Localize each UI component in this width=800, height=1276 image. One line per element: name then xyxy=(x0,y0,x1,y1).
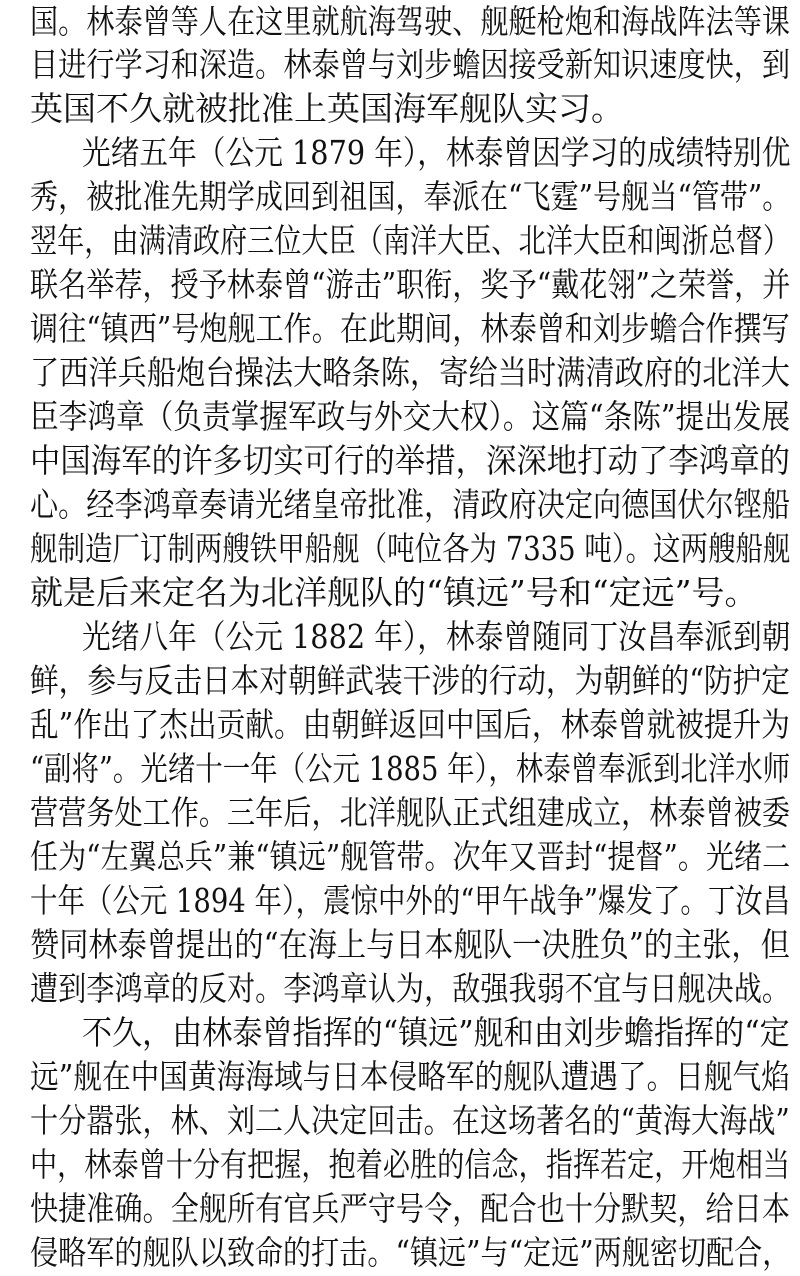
text-line: 乱”作出了杰出贡献。由朝鲜返回中国后，林泰曾就被提升为 xyxy=(30,705,790,744)
text-line: 翌年，由满清政府三位大臣（南洋大臣、北洋大臣和闽浙总督） xyxy=(30,221,790,260)
text-line: 舰制造厂订制两艘铁甲船舰（吨位各为 7335 吨）。这两艘船舰 xyxy=(30,529,790,568)
text-line: 中，林泰曾十分有把握，抱着必胜的信念，指挥若定，开炮相当 xyxy=(30,1145,790,1184)
text-line: 调往“镇西”号炮舰工作。在此期间，林泰曾和刘步蟾合作撰写 xyxy=(30,309,790,348)
text-line: “副将”。光绪十一年（公元 1885 年），林泰曾奉派到北洋水师 xyxy=(30,749,790,788)
text-line: 目进行学习和深造。林泰曾与刘步蟾因接受新知识速度快，到 xyxy=(30,45,790,84)
text-line: 营营务处工作。三年后，北洋舰队正式组建成立，林泰曾被委 xyxy=(30,793,790,832)
text-line: 国。林泰曾等人在这里就航海驾驶、舰艇枪炮和海战阵法等课 xyxy=(30,2,790,41)
text-line: 十分嚣张，林、刘二人决定回击。在这场著名的“黄海大海战” xyxy=(30,1101,790,1140)
text-line: 赞同林泰曾提出的“在海上与日本舰队一决胜负”的主张，但 xyxy=(30,925,790,964)
text-line: 中国海军的许多切实可行的举措，深深地打动了李鸿章的 xyxy=(30,441,790,480)
text-line: 了西洋兵船炮台操法大略条陈，寄给当时满清政府的北洋大 xyxy=(30,353,790,392)
text-line: 侵略军的舰队以致命的打击。“镇远”与“定远”两舰密切配合， xyxy=(30,1233,790,1272)
text-line: 快捷准确。全舰所有官兵严守号令，配合也十分默契，给日本 xyxy=(30,1189,790,1228)
text-line: 就是后来定名为北洋舰队的“镇远”号和“定远”号。 xyxy=(30,573,758,612)
document-page xyxy=(30,0,790,1276)
text-line: 联名举荐，授予林泰曾“游击”职衔，奖予“戴花翎”之荣誉，并 xyxy=(30,265,790,304)
text-line: 心。经李鸿章奏请光绪皇帝批准，清政府决定向德国伏尔铿船 xyxy=(30,485,790,524)
text-line: 臣李鸿章（负责掌握军政与外交大权）。这篇“条陈”提出发展 xyxy=(30,397,790,436)
text-line: 十年（公元 1894 年），震惊中外的“甲午战争”爆发了。丁汝昌 xyxy=(30,881,790,920)
paragraph-first-line: 不久，由林泰曾指挥的“镇远”舰和由刘步蟾指挥的“定 xyxy=(82,1013,790,1052)
text-line: 鲜，参与反击日本对朝鲜武装干涉的行动，为朝鲜的“防护定 xyxy=(30,661,790,700)
paragraph-first-line: 光绪八年（公元 1882 年），林泰曾随同丁汝昌奉派到朝 xyxy=(82,617,790,656)
text-line: 遭到李鸿章的反对。李鸿章认为，敌强我弱不宜与日舰决战。 xyxy=(30,969,790,1008)
text-line: 秀，被批准先期学成回到祖国，奉派在“飞霆”号舰当“管带”。 xyxy=(30,177,790,216)
text-line: 任为“左翼总兵”兼“镇远”舰管带。次年又晋封“提督”。光绪二 xyxy=(30,837,790,876)
text-line: 远”舰在中国黄海海域与日本侵略军的舰队遭遇了。日舰气焰 xyxy=(30,1057,790,1096)
text-line: 英国不久就被批准上英国海军舰队实习。 xyxy=(30,89,624,128)
paragraph-first-line: 光绪五年（公元 1879 年），林泰曾因学习的成绩特别优 xyxy=(82,133,790,172)
